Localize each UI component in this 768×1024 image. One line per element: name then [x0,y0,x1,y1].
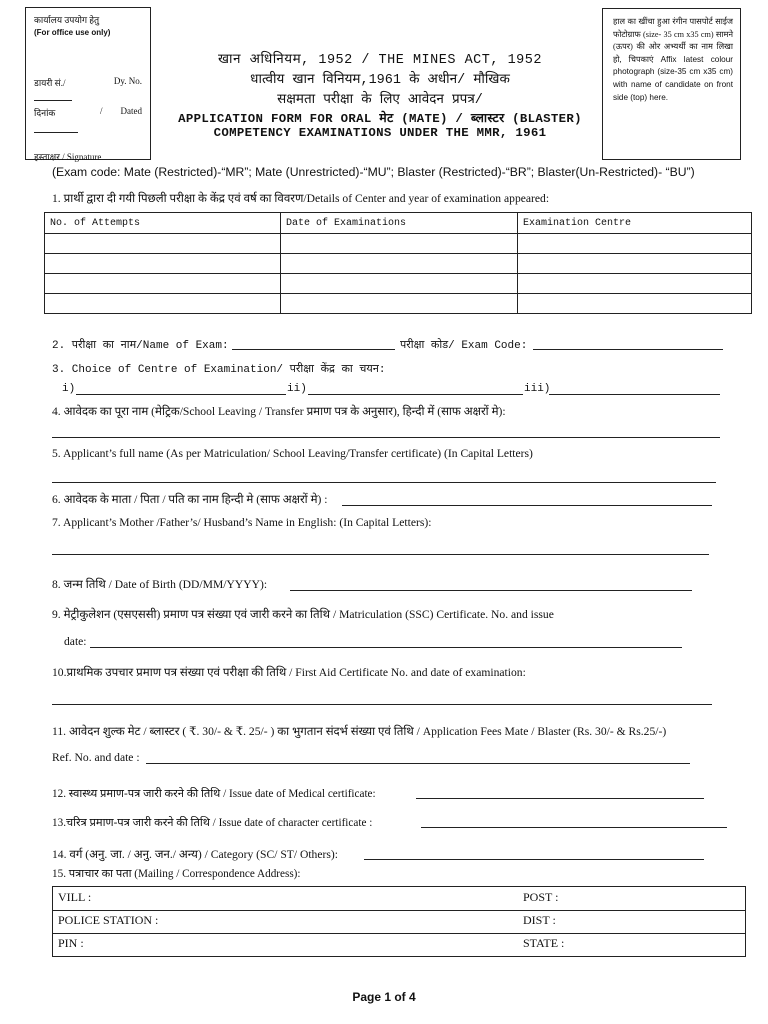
photo-instruction-english: Affix latest colour photograph (size-35 cm x35 cm) with name of candidate on front side (top) here. [613,54,734,102]
question-7-label: 7. Applicant’s Mother /Father’s/ Husband’s Name in English: (In Capital Letters): [52,516,432,529]
dated-english-label: Dated [120,106,142,116]
first-aid-field[interactable] [52,704,712,705]
photo-box[interactable] [602,8,741,160]
full-name-hindi-field[interactable] [52,437,720,438]
question-11-label: 11. आवेदन शुल्क मेट / ब्लास्टर ( ₹. 30/- & ₹. 25/- ) का भुगतान संदर्भ संख्या एवं तिथि / Application Fees Mate / Blaster (Rs. 30/- & Rs.25/-) [52,725,667,738]
fee-reference-field[interactable] [146,763,690,764]
table-cell[interactable] [281,254,518,274]
attempts-table [44,212,752,314]
question-6-label: 6. आवेदक के माता / पिता / पति का नाम हिन्दी मे (साफ अक्षरों मे) : [52,493,328,506]
table-cell[interactable] [281,294,518,314]
dated-line[interactable] [34,132,78,133]
photo-instruction-hindi: हाल का खींचा हुआ रंगीन पासपोर्ट साईज फोटोग्राफ (size- 35 cm x35 cm) सामने (ऊपर) की ओर अभ्यर्थी का नाम लिखा हो, चिपकाएं [613,17,733,64]
parent-name-hindi-field[interactable] [342,505,712,506]
header-date: Date of Examinations [281,213,518,234]
question-4-label: 4. आवेदक का पूरा नाम (मेट्रिक/School Leaving / Transfer प्रमाण पत्र के अनुसार), हिन्दी में (साफ अक्षरों मे): [52,405,506,418]
post-label[interactable]: POST : [523,890,559,904]
diary-number-english-label: Dy. No. [113,76,142,86]
title-application-english: APPLICATION FORM FOR ORAL मेट (MATE) / ब्लास्टर (BLASTER) [178,112,582,126]
centre-choice-2-field[interactable] [308,394,523,395]
centre-choice-3-label: iii) [524,383,551,395]
table-row [45,294,752,314]
state-label[interactable]: STATE : [523,936,565,950]
header-centre: Examination Centre [518,213,752,234]
question-3-label: 3. Choice of Centre of Examination/ परीक्षा केंद्र का चयन: [52,364,386,376]
parent-name-english-field[interactable] [52,554,709,555]
office-use-hindi: कार्यालय उपयोग हेतु [34,15,100,25]
table-row [45,274,752,294]
table-cell[interactable] [518,254,752,274]
village-label[interactable]: VILL : [58,890,92,904]
table-cell[interactable] [518,274,752,294]
matriculation-field[interactable] [90,647,682,648]
office-use-box [25,7,151,160]
title-application-hindi: सक्षमता परीक्षा के लिए आवेदन प्रपत्र/ [277,93,483,108]
pin-label[interactable]: PIN : [58,936,84,950]
centre-choice-1-label: i) [62,383,76,395]
table-cell[interactable] [45,254,281,274]
header-attempts: No. of Attempts [45,213,281,234]
title-competency: COMPETENCY EXAMINATIONS UNDER THE MMR, 1961 [213,126,547,140]
title-regulation: धात्वीय खान विनियम,1961 के अधीन/ मौखिक [250,73,510,88]
category-field[interactable] [364,859,704,860]
question-10-label: 10.प्राथमिक उपचार प्रमाण पत्र संख्या एवं परीक्षा की तिथि / First Aid Certificate No. and date of examination: [52,666,526,679]
exam-name-field[interactable] [232,349,395,350]
district-label[interactable]: DIST : [523,913,556,927]
question-2-label: 2. परीक्षा का नाम/Name of Exam: [52,340,229,352]
table-row [45,254,752,274]
table-header-row [45,213,752,234]
exam-code-field[interactable] [533,349,723,350]
centre-choice-1-field[interactable] [76,394,286,395]
medical-certificate-date-field[interactable] [416,798,704,799]
table-cell[interactable] [281,234,518,254]
table-cell[interactable] [45,294,281,314]
table-cell[interactable] [45,274,281,294]
table-row [45,234,752,254]
address-row [53,910,745,934]
office-use-english: (For office use only) [34,28,111,37]
character-certificate-date-field[interactable] [421,827,727,828]
full-name-english-field[interactable] [52,482,716,483]
centre-choice-2-label: ii) [287,383,307,395]
question-14-label: 14. वर्ग (अनु. जा. / अनु. जन./ अन्य) / Category (SC/ ST/ Others): [52,848,338,861]
question-9-label: 9. मेट्रीकुलेशन (एसएससी) प्रमाण पत्र संख्या एवं जारी करने का तिथि / Matriculation (SSC) Certificate. No. and issue [52,608,554,621]
diary-number-line[interactable] [34,100,72,101]
question-15-label: 15. पत्राचार का पता (Mailing / Correspondence Address): [52,868,301,880]
signature-label: हस्ताक्षर / Signature [34,152,102,162]
address-table [52,886,746,957]
diary-number-hindi-label: डायरी सं./ [34,78,66,88]
address-row [53,933,745,956]
police-station-label[interactable]: POLICE STATION : [58,913,159,927]
question-12-label: 12. स्वास्थ्य प्रमाण-पत्र जारी करने की तिथि / Issue date of Medical certificate: [52,788,376,800]
question-8-label: 8. जन्म तिथि / Date of Birth (DD/MM/YYYY): [52,578,268,591]
dated-separator: / [100,106,103,116]
exam-codes-note: (Exam code: Mate (Restricted)-“MR”; Mate (Unrestricted)-“MU”; Blaster (Restricted)-“BR”; Blaster(Un-Restricted)- “BU”) [52,165,695,179]
question-11-ref-label: Ref. No. and date : [52,751,140,764]
table-cell[interactable] [45,234,281,254]
title-mines-act: खान अधिनियम, 1952 / THE MINES ACT, 1952 [218,53,542,68]
exam-code-label: परीक्षा कोड/ Exam Code: [400,340,528,352]
question-1-label: 1. प्रार्थी द्वारा दी गयी पिछली परीक्षा के केंद्र एवं वर्ष का विवरण/Details of Center and year of examination appeared: [52,192,550,205]
address-row [53,887,745,911]
table-cell[interactable] [281,274,518,294]
question-13-label: 13.चरित्र प्रमाण-पत्र जारी करने की तिथि / Issue date of character certificate : [52,817,373,829]
page-number: Page 1 of 4 [352,990,416,1004]
table-cell[interactable] [518,294,752,314]
centre-choice-3-field[interactable] [549,394,720,395]
table-cell[interactable] [518,234,752,254]
date-of-birth-field[interactable] [290,590,692,591]
dated-hindi-label: दिनांक [34,108,56,118]
question-5-label: 5. Applicant’s full name (As per Matriculation/ School Leaving/Transfer certificate) (In Capital Letters) [52,447,533,460]
question-9-date-label: date: [64,635,87,648]
